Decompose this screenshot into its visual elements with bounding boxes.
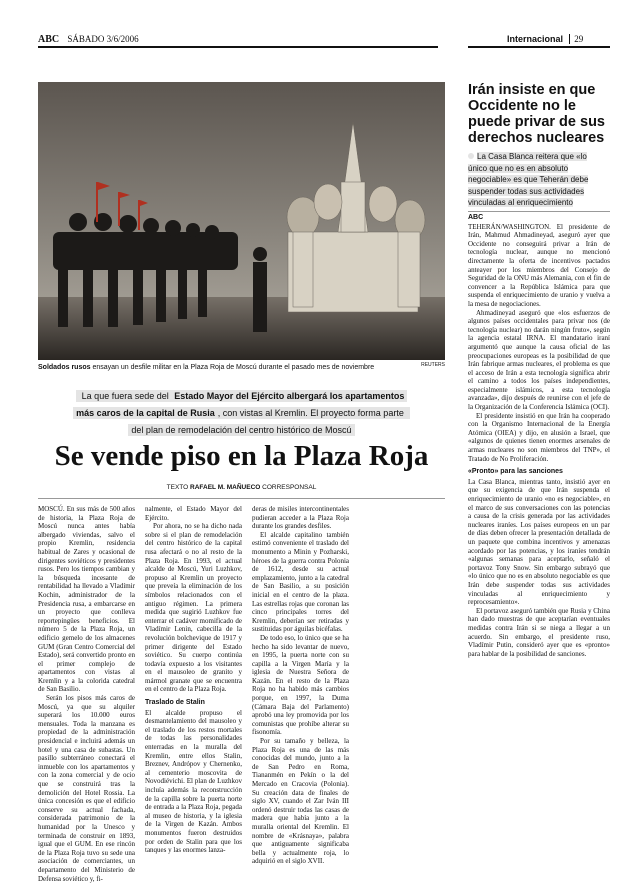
body-paragraph: nalmente, el Estado Mayor del Ejército. [145, 505, 242, 522]
subhead-line1-pre: La que fuera sede del [79, 390, 175, 402]
sidebar-paragraph: Ahmadineyad aseguró que «los esfuerzos de algunos países occidentales para privar nos (de tecnología nuclear) no darán ningún fruto», según la agencia estatal IRNA. El mandatario iraní argumentó que aunque la causa oficial de las preocupaciones europeas es la posibilidad de que Irán fabrique armas nucleares, el problema es que el acceso de Irán a esta tecnología significa abrir el camino a todos los países independientes, especialmente islámicos, a esta tecnología avanzada», dijo después de reunirse con el jefe de la Organización de la Conferencia Islámica (OCI). [468, 308, 610, 412]
byline-role: CORRESPONSAL [260, 484, 317, 491]
red-square-photo [38, 82, 445, 360]
body-paragraph: El alcalde propuso el desmantelamiento del mausoleo y el traslado de los restos mortales de todas las personalidades enterradas en la muralla del Kremlin, entre ellos Stalin, Breznev, Andrópov y Chernenko, al cementerio moscovita de Novodiévichi. El plan de Luzhkov incluía además la reconstrucción de la capilla sobre la puerta norte de entrada a la Plaza Roja, pegada al museo de historia, y la iglesia de la Virgen de Kazán. Ambos monumentos fueron destruidos por orden de Stalin para que los tanques y las enormes lanza- [145, 708, 242, 855]
sidebar-paragraph: El presidente insistió en que Irán ha cooperado con la Organismo Internacional de la Energía Atómica (OIEA) y dijo, en alusión a Israel, que «algunos de quienes tienen enormes arsenales de armas nucleares no son miembros del TNP», el Tratado de No Proliferación. [468, 411, 610, 463]
article-column-1 [38, 505, 135, 883]
sidebar-headline: Irán insiste en que Occidente no le puede privar de sus derechos nucleares [468, 82, 605, 146]
agency-label: ABC [468, 214, 484, 221]
sidebar-paragraph: El portavoz aseguró también que Rusia y China han dado muestras de que aceptarían eventuales medidas contra Irán si se niega a llegar a un acuerdo. Sin embargo, el presidente ruso, Vladímir Putin, consideró ayer que es «pronto» para hablar de la posibilidad de sanciones. [468, 606, 610, 658]
byline-prefix: TEXTO [166, 484, 191, 491]
body-paragraph: Serán los pisos más caros de Moscú, ya que su alquiler superará los 10.000 euros mensuales. Toda la manzana es propiedad de la administración presidencial e incluirá además un hotel y una casa de subastas. Un pasillo subterráneo conectará el inmueble con los apartamentos y con la zona comercial y de ocio que se construirá tras la demolición del Hotel Rossia. La única concesión es que el edificio conserve su actual fachada, considerada patrimonio de la humanidad por la Unesco y terminada de construir en 1893, igual que el GUM. En ese rincón de la Plaza Roja tuvo su sede una asociación de comerciantes, un departamento del Ministerio de Defensa soviético y, fi- [38, 694, 135, 883]
subhead-line3: del plan de remodelación del centro histórico de Moscú [128, 424, 354, 436]
byline-author: RAFAEL M. MAÑUECO [190, 484, 261, 491]
caption-bold: Soldados rusos [38, 364, 91, 371]
sidebar-lead-text: La Casa Blanca reitera que «lo único que no es en absoluto negociable» es que Teherán debe suspender todas sus actividades vinculadas al enriquecimiento [468, 152, 589, 207]
subhead-line2-bold: más caros de la capital de Rusia [76, 408, 215, 418]
body-paragraph: Por su tamaño y belleza, la Plaza Roja es una de las más conocidas del mundo, junto a la de San Pedro en Roma, Tiananmén en Pekín o la del Mercado en Cracovia (Polonia). Su creación data de finales de siglo XV, cuando el Zar Iván III ordenó destruir todas las casas de madera que había junto a la muralla oriental del Kremlin. El nombre de «Krásnaya», palabra que antiguamente significaba bella y actualmente roja, lo adquirió en el siglo XVII. [252, 737, 349, 866]
header-rule-left [38, 46, 438, 48]
sidebar-subheading: «Pronto» para las sanciones [468, 468, 563, 476]
page-number: 29 [569, 34, 583, 44]
sidebar-body [468, 214, 610, 658]
subhead-line1-bold: Estado Mayor del Ejército albergará los apartamentos [174, 391, 405, 401]
photo-credit: REUTERS [421, 362, 445, 368]
body-paragraph: De todo eso, lo único que se ha hecho ha sido levantar de nuevo, en 1995, la puerta norte con su capilla a la Virgen María y la iglesia de Nuestra Señora de Kazán. En el resto de la Plaza Roja no ha habido más cambios porque, en 1997, la Duma (Cámara Baja del Parlamento) aprobó una ley promovida por los comunistas que prohíbe alterar su fisonomía. [252, 633, 349, 737]
article-column-2 [145, 505, 242, 855]
sidebar-paragraph: La Casa Blanca, mientras tanto, insistió ayer en que su exigencia de que Irán suspenda el enriquecimiento de uranio «no es negociable», en el marco de sus conversaciones con las potencias a causa de la crisis generada por las actividades nucleares iraníes. Los países europeos en un par de días deben ofrecer la presentación detallada de un paquete que combina incentivos y amenazas acordado por las potencias, y los iraníes tendrán «algunas semanas para aceptarlo, señaló el portavoz Tony Snow. Sin embargo subrayó que «lo único que no es en absoluto negociable es que Irán debe suspender todas sus actividades vinculadas al enriquecimiento y reprocesamiento». [468, 477, 610, 607]
article-subhead [38, 388, 445, 439]
header-right [507, 34, 583, 44]
brand-logo: ABC [38, 34, 60, 45]
body-paragraph: Por ahora, no se ha dicho nada sobre si el plan de remodelación del centro histórico de la capital rusa afectará o no al resto de la Plaza Roja. En 1993, el actual alcalde de Moscú, Yuri Luzhkov, propuso al Kremlin un proyecto que preveía la eliminación de los símbolos relacionados con el antiguo régimen. La primera medida que sugirió Luzhkov fue enterrar el cadáver momificado de Vladímir Lenin, cabecilla de la revolución bolchevique de 1917 y primer dirigente del Estado soviético. Su cuerpo continúa todavía expuesto a los visitantes en el mausoleo de granito y mármol granate que se encuentra en el centro de la Plaza Roja. [145, 522, 242, 694]
photo-caption [38, 364, 445, 371]
section-name: Internacional [507, 34, 564, 44]
sidebar-divider [468, 211, 610, 212]
body-paragraph: deras de misiles intercontinentales pudieran acceder a la Plaza Roja durante los grandes desfiles. [252, 505, 349, 531]
byline [38, 484, 445, 491]
bullet-icon [468, 153, 474, 159]
article-body [38, 498, 445, 883]
sidebar-lead [468, 151, 608, 209]
body-paragraph: El alcalde capitalino también estimó conveniente el traslado del monumento a Minin y Pozharski, héroes de la guerra contra Polonia de 1612, desde su actual emplazamiento, junto a la catedral de San Basilio, a su posición inicial en el centro de la plaza. Las estrellas rojas que coronan las cinco principales torres del Kremlin, deberían ser retiradas y sustituidas por águilas bicéfalas. [252, 530, 349, 634]
section-heading: Traslado de Stalin [145, 699, 205, 707]
issue-date: SÁBADO 3/6/2006 [67, 34, 139, 44]
sidebar-paragraph: TEHERÁN/WASHINGTON. El presidente de Irán, Mahmud Ahmadineyad, aseguró ayer que Occidente no conseguirá privar a Irán de tecnología nuclear, aunque no mencionó directamente la oferta de incentivos pactados anteayer por los miembros del Consejo de Seguridad de la ONU más Alemania, con el fin de convencer a la República Islámica para que suspenda el enriquecimiento de uranio y vuelva a la mesa de negociaciones. [468, 222, 610, 308]
body-paragraph: MOSCÚ. En sus más de 500 años de historia, la Plaza Roja de Moscú nunca antes había albergado viviendas, salvo el propio Kremlin, residencia habitual de Zares y ocasional de dirigentes soviéticos y presidentes rusos. Pero los tiempos cambian y la búsqueda incesante de rentabilidad ha llevado a Vladímir Kochin, administrador de la Presidencia rusa, a embarcarse en un proyecto que conlleva reportepingües beneficios. El número 5 de la Plaza Roja, un edificio gemelo de los almacenes GUM (Gran Centro Comercial del Estado), será convertido pronto en el primer complejo de apartamentos con vistas al Kremlin y a la colorida catedral de San Basilio. [38, 505, 135, 694]
header-left [38, 34, 139, 45]
article-headline: Se vende piso en la Plaza Roja [54, 440, 429, 472]
header-rule-right [468, 46, 610, 48]
caption-text: ensayan un desfile militar en la Plaza Roja de Moscú durante el pasado mes de noviembre [90, 364, 375, 371]
subhead-line2-rest: , con vistas al Kremlin. El proyecto forma parte [215, 407, 407, 419]
article-column-3 [252, 505, 349, 866]
